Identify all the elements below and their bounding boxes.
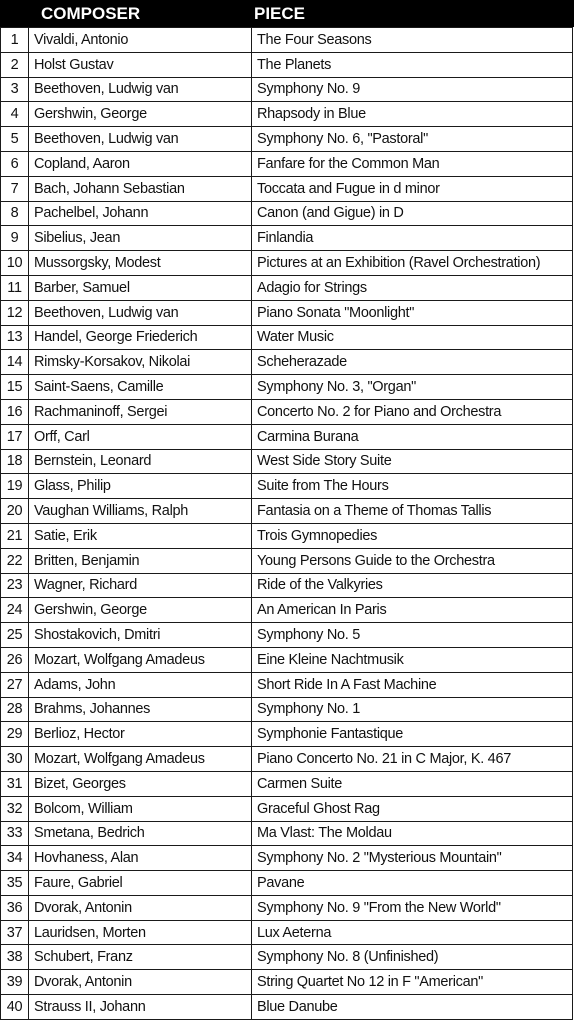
table-row: [1, 52, 573, 77]
rank-cell: 23: [1, 573, 29, 598]
piece-cell: Symphony No. 3, "Organ": [252, 375, 573, 400]
rank-cell: 9: [1, 226, 29, 251]
composer-cell: Beethoven, Ludwig van: [29, 300, 252, 325]
rank-cell: 18: [1, 449, 29, 474]
table-row: [1, 275, 573, 300]
rank-cell: 15: [1, 375, 29, 400]
composer-cell: Satie, Erik: [29, 523, 252, 548]
rank-cell: 33: [1, 821, 29, 846]
table-header: [0, 0, 574, 27]
piece-cell: Symphony No. 6, "Pastoral": [252, 127, 573, 152]
table-row: [1, 424, 573, 449]
table-row: [1, 573, 573, 598]
rank-cell: 38: [1, 945, 29, 970]
piece-cell: Finlandia: [252, 226, 573, 251]
piece-cell: Symphonie Fantastique: [252, 722, 573, 747]
piece-cell: Piano Concerto No. 21 in C Major, K. 467: [252, 747, 573, 772]
composer-cell: Vivaldi, Antonio: [29, 28, 252, 53]
piece-cell: Lux Aeterna: [252, 920, 573, 945]
rank-cell: 19: [1, 474, 29, 499]
rank-cell: 14: [1, 350, 29, 375]
rank-cell: 25: [1, 623, 29, 648]
table-row: [1, 647, 573, 672]
rank-cell: 2: [1, 52, 29, 77]
piece-cell: Rhapsody in Blue: [252, 102, 573, 127]
composer-cell: Smetana, Bedrich: [29, 821, 252, 846]
composer-cell: Pachelbel, Johann: [29, 201, 252, 226]
column-header-piece: PIECE: [254, 4, 306, 23]
piece-cell: Ma Vlast: The Moldau: [252, 821, 573, 846]
piece-cell: West Side Story Suite: [252, 449, 573, 474]
table-row: [1, 201, 573, 226]
composer-cell: Orff, Carl: [29, 424, 252, 449]
rank-cell: 27: [1, 672, 29, 697]
table-row: [1, 623, 573, 648]
table-row: [1, 251, 573, 276]
rank-cell: 17: [1, 424, 29, 449]
piece-cell: Graceful Ghost Rag: [252, 796, 573, 821]
table-row: [1, 28, 573, 53]
rank-cell: 13: [1, 325, 29, 350]
piece-cell: An American In Paris: [252, 598, 573, 623]
table-row: [1, 151, 573, 176]
piece-cell: Scheherazade: [252, 350, 573, 375]
composer-cell: Hovhaness, Alan: [29, 846, 252, 871]
piece-cell: Carmen Suite: [252, 771, 573, 796]
table-row: [1, 747, 573, 772]
piece-cell: Canon (and Gigue) in D: [252, 201, 573, 226]
rank-cell: 16: [1, 399, 29, 424]
piece-cell: Young Persons Guide to the Orchestra: [252, 548, 573, 573]
table-row: [1, 325, 573, 350]
composer-cell: Handel, George Friederich: [29, 325, 252, 350]
table-row: [1, 449, 573, 474]
rank-cell: 39: [1, 970, 29, 995]
table-row: [1, 77, 573, 102]
rank-cell: 31: [1, 771, 29, 796]
composer-cell: Rachmaninoff, Sergei: [29, 399, 252, 424]
table-row: [1, 523, 573, 548]
piece-cell: Symphony No. 5: [252, 623, 573, 648]
table-row: [1, 375, 573, 400]
rank-cell: 3: [1, 77, 29, 102]
piece-cell: The Planets: [252, 52, 573, 77]
table-row: [1, 846, 573, 871]
composer-cell: Bernstein, Leonard: [29, 449, 252, 474]
piece-cell: Concerto No. 2 for Piano and Orchestra: [252, 399, 573, 424]
table-row: [1, 102, 573, 127]
table-row: [1, 226, 573, 251]
table-row: [1, 300, 573, 325]
composer-cell: Mozart, Wolfgang Amadeus: [29, 747, 252, 772]
rank-cell: 40: [1, 995, 29, 1020]
piece-cell: The Four Seasons: [252, 28, 573, 53]
table-row: [1, 399, 573, 424]
table-row: [1, 821, 573, 846]
rank-cell: 34: [1, 846, 29, 871]
composer-cell: Saint-Saens, Camille: [29, 375, 252, 400]
piece-cell: Symphony No. 8 (Unfinished): [252, 945, 573, 970]
composer-cell: Barber, Samuel: [29, 275, 252, 300]
composer-cell: Mussorgsky, Modest: [29, 251, 252, 276]
column-header-composer: COMPOSER: [41, 4, 141, 23]
piece-cell: Adagio for Strings: [252, 275, 573, 300]
composer-cell: Brahms, Johannes: [29, 697, 252, 722]
rank-cell: 37: [1, 920, 29, 945]
rank-cell: 1: [1, 28, 29, 53]
piece-cell: Symphony No. 1: [252, 697, 573, 722]
composer-cell: Wagner, Richard: [29, 573, 252, 598]
table-row: [1, 995, 573, 1020]
piece-cell: Ride of the Valkyries: [252, 573, 573, 598]
composer-cell: Bach, Johann Sebastian: [29, 176, 252, 201]
piece-cell: Trois Gymnopedies: [252, 523, 573, 548]
table-row: [1, 722, 573, 747]
table-row: [1, 920, 573, 945]
rank-cell: 5: [1, 127, 29, 152]
table-row: [1, 672, 573, 697]
composer-cell: Beethoven, Ludwig van: [29, 77, 252, 102]
composer-cell: Britten, Benjamin: [29, 548, 252, 573]
table-row: [1, 499, 573, 524]
table-row: [1, 895, 573, 920]
rank-cell: 26: [1, 647, 29, 672]
composer-piece-table: [0, 27, 573, 1020]
table-row: [1, 127, 573, 152]
composer-cell: Holst Gustav: [29, 52, 252, 77]
composer-cell: Bizet, Georges: [29, 771, 252, 796]
composer-cell: Shostakovich, Dmitri: [29, 623, 252, 648]
piece-cell: Water Music: [252, 325, 573, 350]
composer-cell: Vaughan Williams, Ralph: [29, 499, 252, 524]
piece-cell: Pavane: [252, 871, 573, 896]
rank-cell: 30: [1, 747, 29, 772]
table-row: [1, 871, 573, 896]
rank-cell: 35: [1, 871, 29, 896]
table-row: [1, 598, 573, 623]
composer-cell: Sibelius, Jean: [29, 226, 252, 251]
composer-cell: Glass, Philip: [29, 474, 252, 499]
rank-cell: 10: [1, 251, 29, 276]
rank-cell: 28: [1, 697, 29, 722]
piece-cell: Piano Sonata "Moonlight": [252, 300, 573, 325]
rank-cell: 6: [1, 151, 29, 176]
piece-cell: Carmina Burana: [252, 424, 573, 449]
table-row: [1, 771, 573, 796]
table-row: [1, 548, 573, 573]
rank-cell: 8: [1, 201, 29, 226]
piece-cell: String Quartet No 12 in F "American": [252, 970, 573, 995]
composer-cell: Mozart, Wolfgang Amadeus: [29, 647, 252, 672]
composer-cell: Gershwin, George: [29, 598, 252, 623]
piece-cell: Symphony No. 9: [252, 77, 573, 102]
rank-cell: 11: [1, 275, 29, 300]
table-row: [1, 350, 573, 375]
composer-cell: Adams, John: [29, 672, 252, 697]
rank-cell: 12: [1, 300, 29, 325]
piece-cell: Fanfare for the Common Man: [252, 151, 573, 176]
piece-cell: Blue Danube: [252, 995, 573, 1020]
piece-cell: Symphony No. 2 "Mysterious Mountain": [252, 846, 573, 871]
piece-cell: Toccata and Fugue in d minor: [252, 176, 573, 201]
composer-cell: Schubert, Franz: [29, 945, 252, 970]
rank-cell: 20: [1, 499, 29, 524]
rank-cell: 36: [1, 895, 29, 920]
composer-cell: Strauss II, Johann: [29, 995, 252, 1020]
composer-cell: Faure, Gabriel: [29, 871, 252, 896]
rank-cell: 4: [1, 102, 29, 127]
composer-cell: Rimsky-Korsakov, Nikolai: [29, 350, 252, 375]
composer-cell: Dvorak, Antonin: [29, 895, 252, 920]
composer-cell: Copland, Aaron: [29, 151, 252, 176]
piece-cell: Suite from The Hours: [252, 474, 573, 499]
table-row: [1, 176, 573, 201]
piece-cell: Short Ride In A Fast Machine: [252, 672, 573, 697]
table-row: [1, 945, 573, 970]
table-row: [1, 697, 573, 722]
composer-cell: Bolcom, William: [29, 796, 252, 821]
piece-cell: Pictures at an Exhibition (Ravel Orchestration): [252, 251, 573, 276]
rank-cell: 32: [1, 796, 29, 821]
table-row: [1, 796, 573, 821]
composer-cell: Lauridsen, Morten: [29, 920, 252, 945]
piece-cell: Fantasia on a Theme of Thomas Tallis: [252, 499, 573, 524]
rank-cell: 21: [1, 523, 29, 548]
rank-cell: 22: [1, 548, 29, 573]
piece-cell: Eine Kleine Nachtmusik: [252, 647, 573, 672]
rank-cell: 29: [1, 722, 29, 747]
rank-cell: 7: [1, 176, 29, 201]
rank-cell: 24: [1, 598, 29, 623]
composer-cell: Berlioz, Hector: [29, 722, 252, 747]
piece-cell: Symphony No. 9 "From the New World": [252, 895, 573, 920]
table-row: [1, 970, 573, 995]
table-row: [1, 474, 573, 499]
composer-cell: Dvorak, Antonin: [29, 970, 252, 995]
composer-cell: Beethoven, Ludwig van: [29, 127, 252, 152]
composer-cell: Gershwin, George: [29, 102, 252, 127]
